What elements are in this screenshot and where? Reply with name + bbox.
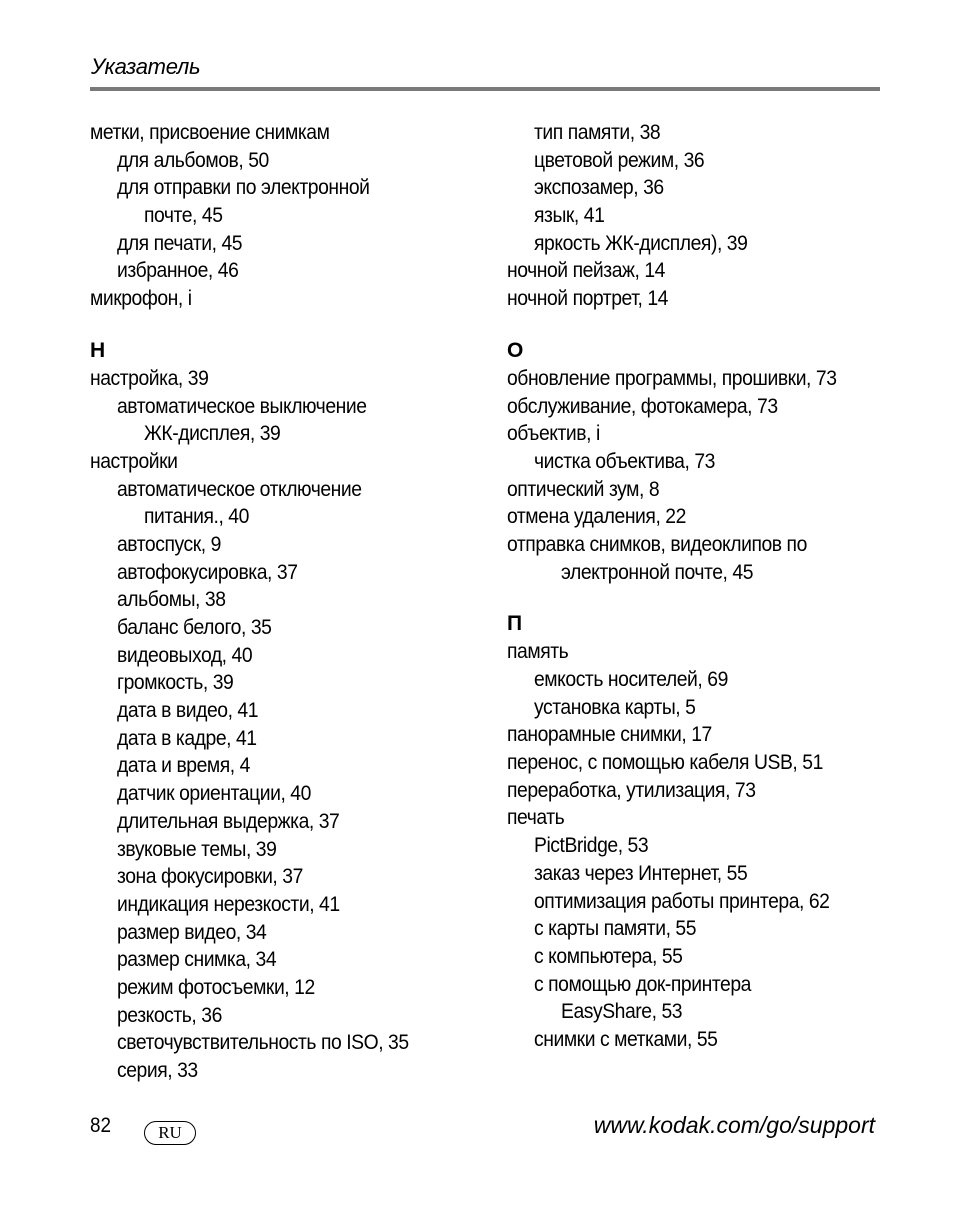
index-entry: оптический зум, 8 (507, 476, 660, 501)
index-subentry: оптимизация работы принтера, 62 (534, 888, 830, 913)
section-spacer (90, 313, 490, 337)
support-url: www.kodak.com/go/support (593, 1112, 875, 1138)
index-subentry: индикация нерезкости, 41 (117, 891, 340, 916)
index-subentry: дата и время, 4 (117, 753, 250, 778)
section-letter-heading: П (507, 612, 523, 636)
index-column-right (507, 119, 887, 1054)
index-subentry: светочувствительность по ISO, 35 (117, 1030, 409, 1055)
index-entry: печать (507, 805, 565, 830)
index-subentry: цветовой режим, 36 (534, 147, 705, 172)
index-subentry: размер снимка, 34 (117, 947, 277, 972)
index-subentry: питания., 40 (144, 504, 249, 529)
index-subentry: автоматическое отключение (117, 476, 362, 501)
index-subentry: дата в видео, 41 (117, 698, 259, 723)
index-subentry: с помощью док-принтера (534, 971, 751, 996)
index-subentry: экспозамер, 36 (534, 175, 664, 200)
section-letter-heading: Н (90, 338, 106, 362)
page-number: 82 (90, 1114, 112, 1137)
index-entry: переработка, утилизация, 73 (507, 777, 756, 802)
index-entry: панорамные снимки, 17 (507, 722, 712, 747)
index-subentry: PictBridge, 53 (534, 833, 649, 858)
index-entry: настройки (90, 448, 178, 473)
index-subentry: альбомы, 38 (117, 587, 226, 612)
index-subentry: тип памяти, 38 (534, 120, 661, 144)
language-badge: RU (144, 1121, 196, 1145)
index-subentry: автоматическое выключение (117, 393, 367, 418)
index-subentry: баланс белого, 35 (117, 615, 272, 639)
index-subentry: для отправки по электронной (117, 175, 370, 200)
index-subentry: с компьютера, 55 (534, 943, 683, 968)
section-spacer (507, 586, 887, 610)
index-entry: ночной пейзаж, 14 (507, 258, 665, 283)
index-subentry: электронной почте, 45 (561, 559, 754, 584)
section-letter-heading: О (507, 338, 524, 362)
index-entry: обслуживание, фотокамера, 73 (507, 393, 778, 418)
index-subentry: для альбомов, 50 (117, 147, 269, 172)
index-subentry: автофокусировка, 37 (117, 559, 298, 584)
index-entry: ночной портрет, 14 (507, 286, 668, 311)
page-header-title: Указатель (91, 54, 201, 79)
index-entry: перенос, с помощью кабеля USB, 51 (507, 750, 823, 775)
index-subentry: размер видео, 34 (117, 919, 267, 944)
index-subentry: звуковые темы, 39 (117, 836, 277, 861)
index-subentry: заказ через Интернет, 55 (534, 860, 748, 885)
index-entry: отмена удаления, 22 (507, 504, 686, 529)
index-entry: объектив, i (507, 421, 600, 446)
index-entry: память (507, 639, 569, 664)
index-subentry: ЖК-дисплея, 39 (144, 421, 281, 446)
index-subentry: дата в кадре, 41 (117, 725, 257, 750)
index-subentry: установка карты, 5 (534, 694, 696, 719)
index-subentry: снимки с метками, 55 (534, 1026, 718, 1051)
index-subentry: для печати, 45 (117, 230, 243, 255)
index-entry: отправка снимков, видеоклипов по (507, 531, 807, 556)
index-subentry: почте, 45 (144, 203, 223, 228)
index-subentry: чистка объектива, 73 (534, 448, 715, 473)
index-column-left (90, 119, 490, 1085)
index-subentry: язык, 41 (534, 203, 605, 228)
index-subentry: громкость, 39 (117, 670, 234, 695)
index-subentry: избранное, 46 (117, 258, 239, 283)
index-subentry: длительная выдержка, 37 (117, 808, 340, 833)
index-subentry: с карты памяти, 55 (534, 916, 697, 941)
index-subentry: резкость, 36 (117, 1002, 222, 1027)
index-subentry: яркость ЖК-дисплея), 39 (534, 230, 748, 255)
header-divider (90, 87, 880, 91)
index-entry: обновление программы, прошивки, 73 (507, 365, 837, 390)
index-subentry: зона фокусировки, 37 (117, 864, 303, 889)
section-spacer (507, 313, 887, 337)
index-subentry: емкость носителей, 69 (534, 667, 728, 691)
index-subentry: видеовыход, 40 (117, 642, 253, 667)
index-subentry: EasyShare, 53 (561, 999, 683, 1024)
index-subentry: автоспуск, 9 (117, 531, 221, 556)
index-entry: метки, присвоение снимкам (90, 120, 330, 144)
index-entry: микрофон, i (90, 286, 192, 311)
index-subentry: датчик ориентации, 40 (117, 781, 311, 806)
index-entry: настройка, 39 (90, 365, 209, 390)
index-subentry: серия, 33 (117, 1058, 198, 1082)
index-subentry: режим фотосъемки, 12 (117, 974, 315, 999)
